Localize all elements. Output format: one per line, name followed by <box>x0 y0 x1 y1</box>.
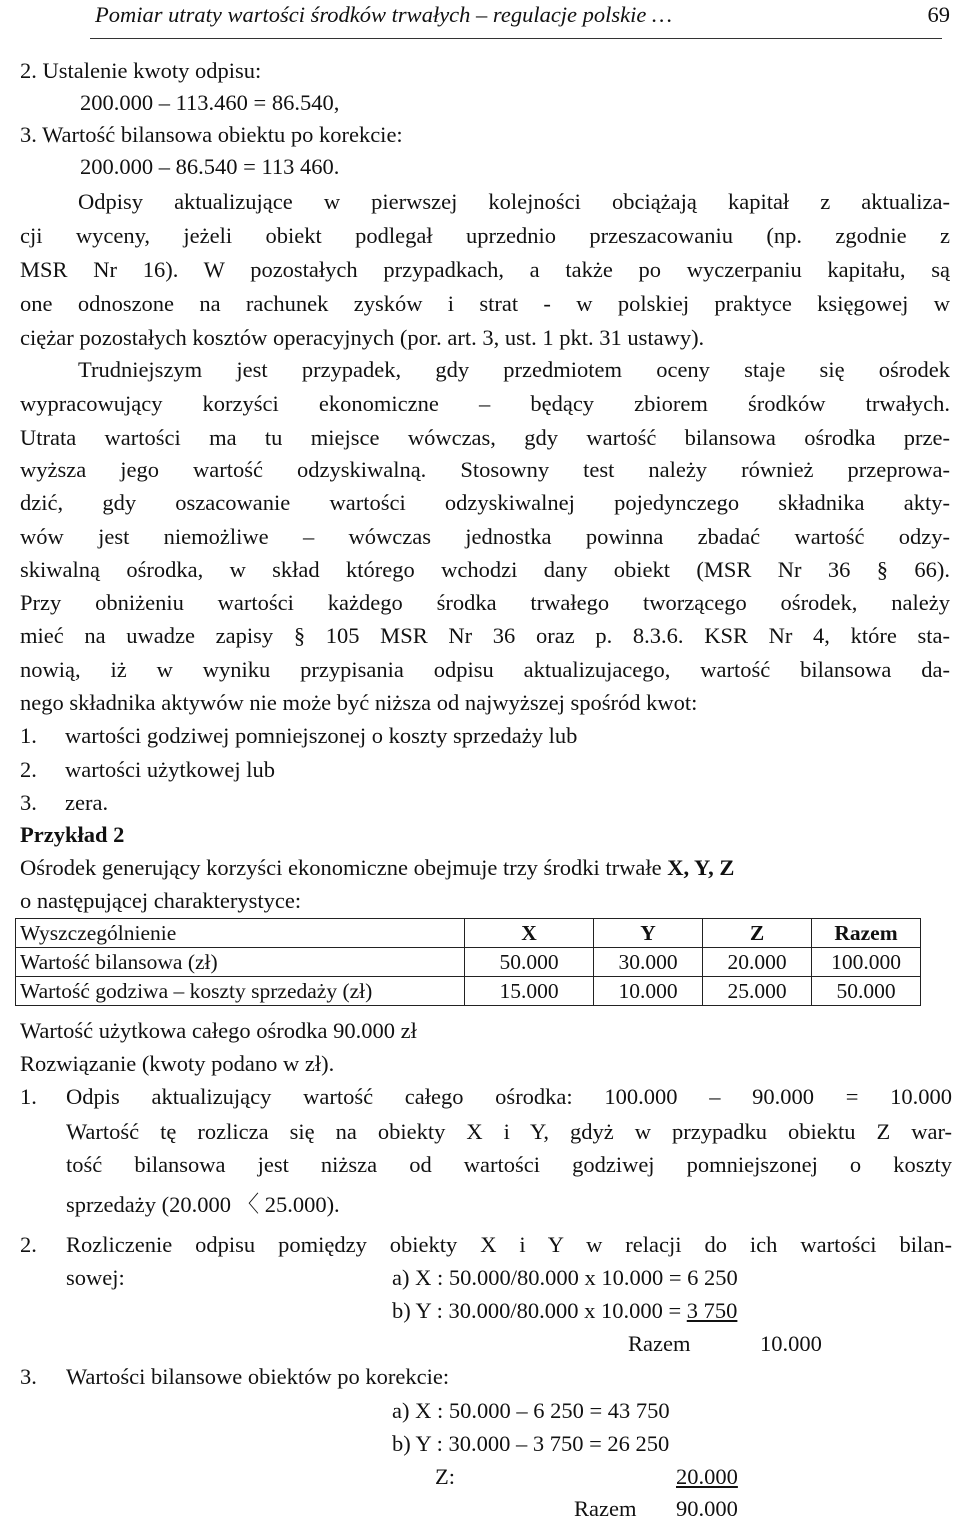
table-cell: Wartość bilansowa (zł) <box>16 948 465 977</box>
table-row <box>16 977 921 1006</box>
step-2-line: Rozliczenie odpisu pomiędzy obiekty X i Y w relacji do ich wartości bilan- <box>66 1232 952 1257</box>
list-item: 2. wartości użytkowej lub <box>20 757 275 782</box>
step-2-total-value: 10.000 <box>760 1331 822 1356</box>
running-title: Pomiar utraty wartości środków trwałych – regulacje polskie … <box>95 2 673 27</box>
paragraph-line: Odpisy aktualizujące w pierwszej kolejności obciążają kapitał z aktualiza- <box>78 189 950 214</box>
table-header-cell: Wyszczególnienie <box>16 919 465 948</box>
step-3-line: Wartości bilansowe obiektów po korekcie: <box>66 1364 450 1389</box>
step-1-line: Odpis aktualizujący wartość całego ośrodka: 100.000 – 90.000 = 10.000 <box>66 1084 952 1109</box>
paragraph-line: ciężar pozostałych kosztów operacyjnych (por. art. 3, ust. 1 pkt. 31 ustawy). <box>20 325 705 350</box>
paragraph-line: mieć na uwadze zapisy § 105 MSR Nr 36 oraz p. 8.3.6. KSR Nr 4, które sta- <box>20 623 950 648</box>
paragraph-line: nego składnika aktywów nie może być niższa od najwyższej spośród kwot: <box>20 690 698 715</box>
paragraph-line: wypracowujący korzyści ekonomiczne – będący zbiorem środków trwałych. <box>20 391 950 416</box>
table-header-row <box>16 919 921 948</box>
paragraph-line: wyższa jego wartość odzyskiwalną. Stosowny test należy również przeprowa- <box>20 457 950 482</box>
paragraph-line: Przy obniżeniu wartości każdego środka trwałego tworzącego ośrodek, należy <box>20 590 950 615</box>
table-cell: 25.000 <box>703 977 812 1006</box>
list-item: 1. wartości godziwej pomniejszonej o koszty sprzedaży lub <box>20 723 578 748</box>
example-intro-line-1: Ośrodek generujący korzyści ekonomiczne obejmuje trzy środki trwałe X, Y, Z <box>20 855 735 880</box>
step-2-number: 2. <box>20 1232 37 1257</box>
page-number: 69 <box>927 2 950 27</box>
step2-label: 2. Ustalenie kwoty odpisu: <box>20 58 262 83</box>
characteristics-table <box>15 918 921 1006</box>
step-3-z-value: 20.000 <box>676 1464 738 1489</box>
step2-calc: 200.000 – 113.460 = 86.540, <box>80 90 340 115</box>
table-cell: 30.000 <box>594 948 703 977</box>
page-header <box>75 2 950 32</box>
table-header-cell: X <box>465 919 594 948</box>
step-3-calc-a: a) X : 50.000 – 6 250 = 43 750 <box>392 1398 670 1423</box>
step-2-total-label: Razem <box>628 1331 691 1356</box>
table-cell: Wartość godziwa – koszty sprzedaży (zł) <box>16 977 465 1006</box>
step-2-line: sowej: <box>66 1265 125 1290</box>
step-2-calc-a: a) X : 50.000/80.000 x 10.000 = 6 250 <box>392 1265 738 1290</box>
paragraph-line: skiwalną ośrodka, w skład którego wchodzi dany obiekt (MSR Nr 36 § 66). <box>20 557 950 582</box>
table-cell: 10.000 <box>594 977 703 1006</box>
step-1-line: tość bilansowa jest niższa od wartości godziwej pomniejszonej o koszty <box>66 1152 952 1177</box>
table-cell: 15.000 <box>465 977 594 1006</box>
table-row <box>16 948 921 977</box>
step3-calc: 200.000 – 86.540 = 113 460. <box>80 154 340 179</box>
paragraph-line: one odnoszone na rachunek zysków i strat - w polskiej praktyce księgowej w <box>20 291 950 316</box>
step-2-calc-b: b) Y : 30.000/80.000 x 10.000 = 3 750 <box>392 1298 738 1323</box>
step-1-line: sprzedaży (20.000 〈 25.000). <box>66 1192 340 1217</box>
paragraph-line: cji wyceny, jeżeli obiekt podlegał uprzednio przeszacowaniu (np. zgodnie z <box>20 223 950 248</box>
paragraph-line: dzić, gdy oszacowanie wartości odzyskiwalnej pojedynczego składnika akty- <box>20 490 950 515</box>
step-3-total-value: 90.000 <box>676 1496 738 1521</box>
table-header-cell: Y <box>594 919 703 948</box>
step-3-number: 3. <box>20 1364 37 1389</box>
paragraph-line: Utrata wartości ma tu miejsce wówczas, gdy wartość bilansowa ośrodka prze- <box>20 425 950 450</box>
list-item: 3. zera. <box>20 790 109 815</box>
example-intro-line-2: o następującej charakterystyce: <box>20 888 302 913</box>
solution-heading: Rozwiązanie (kwoty podano w zł). <box>20 1051 335 1076</box>
step-3-z-label: Z: <box>435 1464 455 1489</box>
step-1-line: Wartość tę rozlicza się na obiekty X i Y, gdyż w przypadku obiektu Z war- <box>66 1119 952 1144</box>
paragraph-line: MSR Nr 16). W pozostałych przypadkach, a także po wyczerpaniu kapitału, są <box>20 257 950 282</box>
table-cell: 20.000 <box>703 948 812 977</box>
table-cell: 50.000 <box>465 948 594 977</box>
table-header-cell: Z <box>703 919 812 948</box>
paragraph-line: Trudniejszym jest przypadek, gdy przedmiotem oceny staje się ośrodek <box>78 357 950 382</box>
table-cell: 50.000 <box>812 977 921 1006</box>
step3-label: 3. Wartość bilansowa obiektu po korekcie: <box>20 122 403 147</box>
example-heading: Przykład 2 <box>20 822 125 847</box>
table-cell: 100.000 <box>812 948 921 977</box>
table-header-cell: Razem <box>812 919 921 948</box>
paragraph-line: nowią, iż w wyniku przypisania odpisu aktualizujacego, wartość bilansowa da- <box>20 657 950 682</box>
step-3-calc-b: b) Y : 30.000 – 3 750 = 26 250 <box>392 1431 670 1456</box>
step-3-total-label: Razem <box>574 1496 637 1521</box>
paragraph-line: wów jest niemożliwe – wówczas jednostka powinna zbadać wartość odzy- <box>20 524 950 549</box>
value-in-use: Wartość użytkowa całego ośrodka 90.000 zł <box>20 1018 417 1043</box>
header-rule <box>90 38 942 39</box>
step-1-number: 1. <box>20 1084 37 1109</box>
